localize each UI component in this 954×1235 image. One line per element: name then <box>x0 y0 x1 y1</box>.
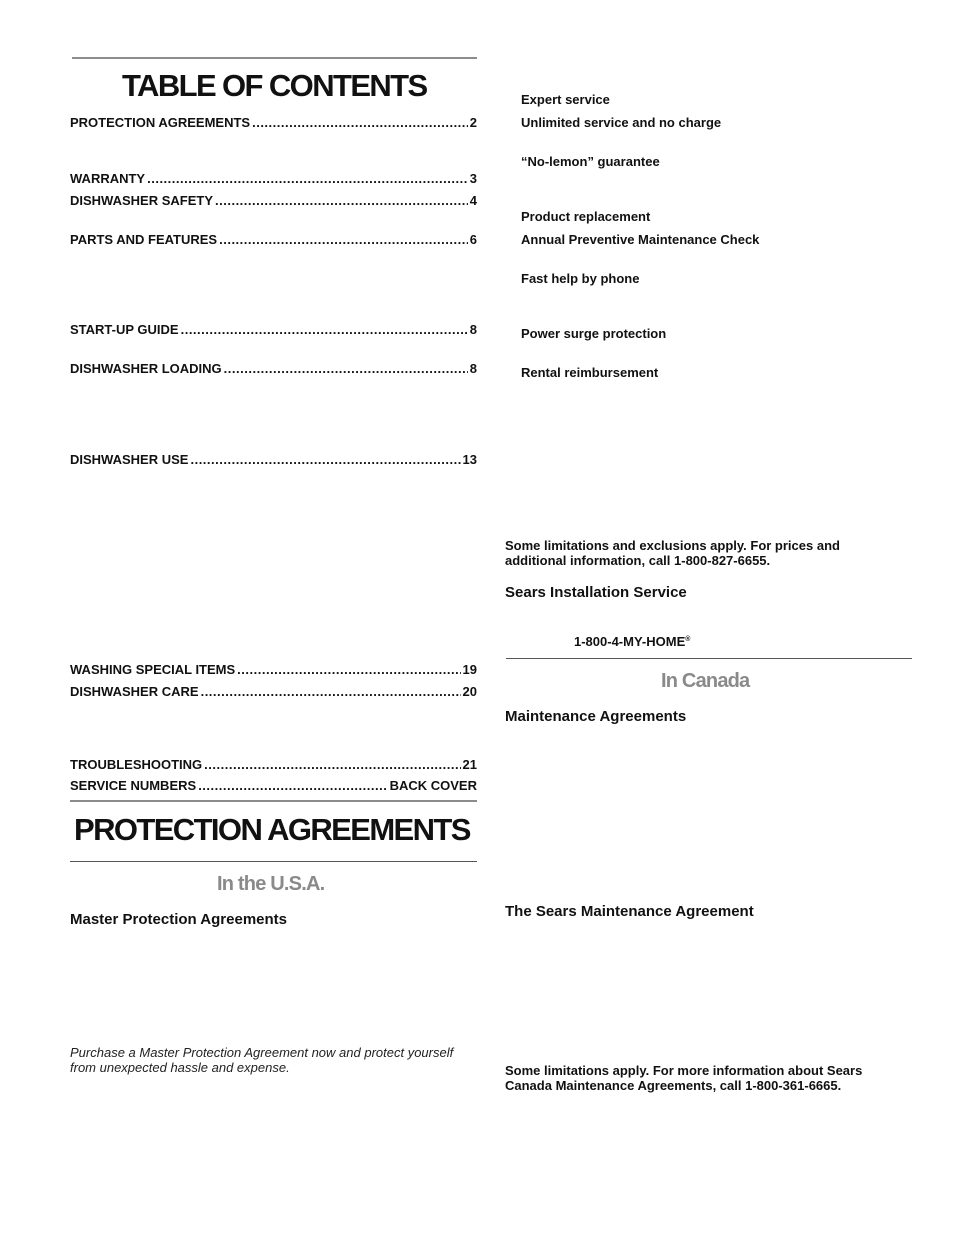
benefit-fast-help: Fast help by phone <box>521 271 640 286</box>
toc-entry-page: 8 <box>469 322 477 337</box>
canada-limitations: Some limitations apply. For more information about Sears Canada Maintenance Agreements, call 1-800-361-6665. <box>505 1063 863 1093</box>
toc-entry-page: 4 <box>469 193 477 208</box>
purchase-note: Purchase a Master Protection Agreement now and protect yourself from unexpected hassle and expense. <box>70 1045 454 1075</box>
canada-top-rule <box>506 658 912 659</box>
toc-entry-label: PARTS AND FEATURES <box>70 232 218 247</box>
usa-limitations: Some limitations and exclusions apply. For prices and additional information, call 1-800-827-6655. <box>505 538 840 568</box>
toc-top-rule <box>72 57 477 59</box>
toc-entry-label: DISHWASHER SAFETY <box>70 193 214 208</box>
master-protection-title: Master Protection Agreements <box>70 911 288 928</box>
benefit-expert-service: Expert service <box>521 92 610 107</box>
toc-leader <box>252 115 468 130</box>
toc-entry-page: 20 <box>462 684 477 699</box>
toc-entry-care[interactable] <box>70 684 477 699</box>
toc-entry-label: START-UP GUIDE <box>70 322 179 337</box>
usa-heading: In the U.S.A. <box>217 873 325 895</box>
toc-entry-label: PROTECTION AGREEMENTS <box>70 115 251 130</box>
toc-entry-parts[interactable] <box>70 232 477 247</box>
toc-leader <box>215 193 468 208</box>
toc-entry-page: 3 <box>469 171 477 186</box>
toc-entry-page: 6 <box>469 232 477 247</box>
phone-number-text: 1-800-4-MY-HOME <box>574 634 686 649</box>
toc-entry-safety[interactable] <box>70 193 477 208</box>
maintenance-agreements-title: Maintenance Agreements <box>505 708 687 725</box>
canada-heading: In Canada <box>661 670 750 692</box>
toc-title: TABLE OF CONTENTS <box>122 68 427 103</box>
toc-entry-service-numbers[interactable] <box>70 778 477 793</box>
registered-mark: ® <box>685 636 691 643</box>
toc-entry-protection[interactable] <box>70 115 477 130</box>
benefit-unlimited-service: Unlimited service and no charge <box>521 115 722 130</box>
toc-entry-troubleshooting[interactable] <box>70 757 477 772</box>
benefit-product-replacement: Product replacement <box>521 209 651 224</box>
toc-leader <box>190 452 460 467</box>
toc-entry-page: 13 <box>462 452 477 467</box>
toc-leader <box>147 171 468 186</box>
toc-entry-label: TROUBLESHOOTING <box>70 757 203 772</box>
benefit-no-lemon: “No-lemon” guarantee <box>521 154 660 169</box>
toc-entry-page: 19 <box>462 662 477 677</box>
toc-leader <box>224 361 468 376</box>
benefit-annual-check: Annual Preventive Maintenance Check <box>521 232 760 247</box>
toc-leader <box>204 757 460 772</box>
toc-leader <box>219 232 468 247</box>
phone-number[interactable] <box>574 634 690 649</box>
benefit-rental-reimbursement: Rental reimbursement <box>521 365 659 380</box>
toc-entry-page: BACK COVER <box>389 778 477 793</box>
toc-entry-label: DISHWASHER USE <box>70 452 189 467</box>
toc-entry-label: SERVICE NUMBERS <box>70 778 197 793</box>
toc-leader <box>181 322 468 337</box>
toc-entry-label: WARRANTY <box>70 171 146 186</box>
toc-entry-label: DISHWASHER LOADING <box>70 361 222 376</box>
toc-entry-label: WASHING SPECIAL ITEMS <box>70 662 236 677</box>
protection-title: PROTECTION AGREEMENTS <box>74 812 470 847</box>
toc-entry-page: 2 <box>469 115 477 130</box>
toc-leader <box>198 778 387 793</box>
installation-service-title: Sears Installation Service <box>505 584 687 601</box>
toc-entry-startup[interactable] <box>70 322 477 337</box>
toc-entry-page: 8 <box>469 361 477 376</box>
toc-leader <box>237 662 460 677</box>
toc-entry-label: DISHWASHER CARE <box>70 684 199 699</box>
protection-bottom-rule <box>70 861 477 862</box>
toc-entry-loading[interactable] <box>70 361 477 376</box>
sears-maintenance-agreement-title: The Sears Maintenance Agreement <box>505 903 754 920</box>
protection-top-rule <box>70 800 477 802</box>
toc-entry-use[interactable] <box>70 452 477 467</box>
benefit-power-surge: Power surge protection <box>521 326 667 341</box>
toc-entry-warranty[interactable] <box>70 171 477 186</box>
toc-leader <box>201 684 461 699</box>
toc-entry-page: 21 <box>462 757 477 772</box>
toc-entry-special[interactable] <box>70 662 477 677</box>
